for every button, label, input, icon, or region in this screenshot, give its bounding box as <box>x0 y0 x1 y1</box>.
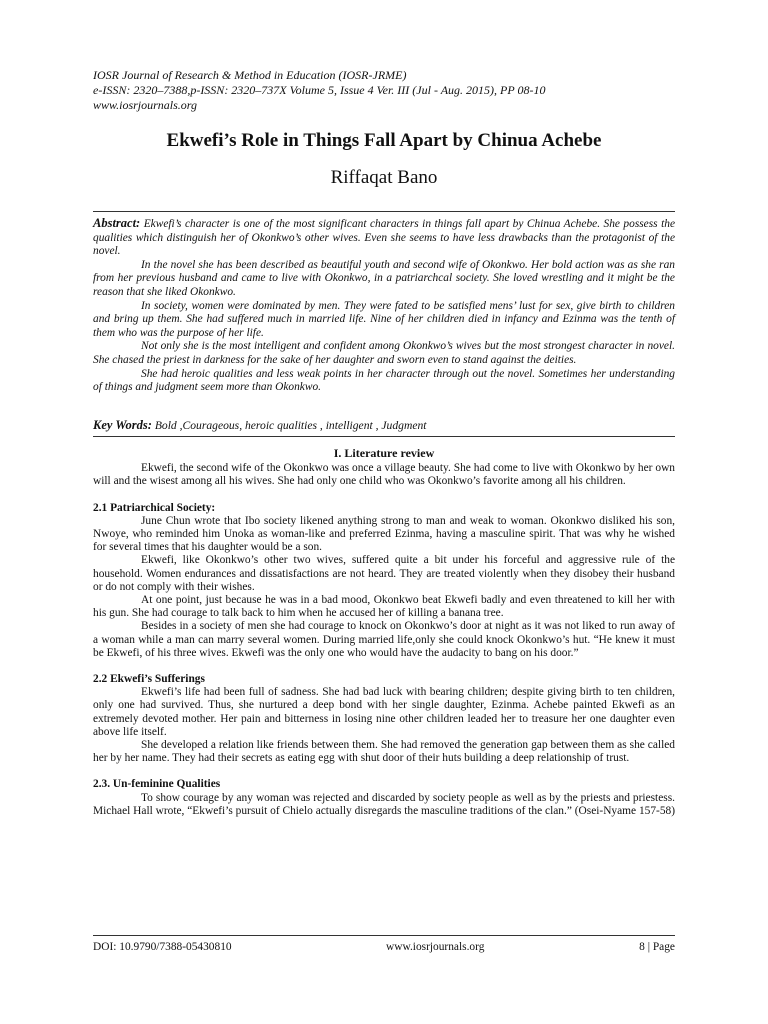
paper-title: Ekwefi’s Role in Things Fall Apart by Chinua Achebe <box>166 130 602 151</box>
journal-website[interactable]: www.iosrjournals.org <box>93 98 198 112</box>
keywords-text: Bold ,Courageous, heroic qualities , intelligent , Judgment <box>151 419 427 432</box>
body-paragraph: June Chun wrote that Ibo society likened anything strong to man and weak to woman. Okonkwo disliked his son, Nwoye, who reminded him Unoka as woman-like and preferred Ezinma, having a masculine spirit. That was why he wished for several times that his daughter would be a son. <box>93 514 675 554</box>
footer-page-number: 8 | Page <box>639 941 675 953</box>
journal-issn: e-ISSN: 2320–7388,p-ISSN: 2320–737X Volume 5, Issue 4 Ver. III (Jul - Aug. 2015), PP 08-10 <box>93 83 546 97</box>
body-paragraph: Ekwefi, like Okonkwo’s other two wives, suffered quite a bit under his forceful and aggressive rule of the household. Women endurances and dissatisfactions are not heard. They are treated violently when they disobey their husband or do not comply with their wishes. <box>93 554 675 593</box>
subsection-title: 2.3. Un-feminine Qualities <box>93 778 221 791</box>
paper-body <box>93 447 675 818</box>
body-paragraph: At one point, just because he was in a bad mood, Okonkwo beat Ekwefi badly and even threatened to kill her with his gun. She had courage to talk back to him when he accused her of killing a banana tree. <box>93 594 675 620</box>
abstract-paragraph <box>93 217 675 259</box>
keywords-label: Key Words: <box>93 418 152 432</box>
footer-website[interactable]: www.iosrjournals.org <box>386 941 485 953</box>
body-paragraph: Besides in a society of men she had courage to knock on Okonkwo’s door at night as it was not liked to run away of a woman while a man can marry several women. During married life,only she could knock Okonkwo’s hut. “He knew it must be Ekwefi, of his three wives. Ekwefi was the only one who would have the audacity to bang on his door.” <box>93 620 675 659</box>
abstract-label: Abstract: <box>93 216 141 230</box>
abstract-paragraph: In society, women were dominated by men. They were fated to be satisfied mens’ lust for sex, give birth to children and bring up them. She had suffered much in married life. Nine of her children died in infancy and Ezinma was the tenth of them who was the purpose of her life. <box>93 299 675 339</box>
journal-header <box>93 68 693 113</box>
paper-author: Riffaqat Bano <box>330 167 438 188</box>
body-paragraph: Ekwefi, the second wife of the Okonkwo was once a village beauty. She had come to live with Okonkwo by her own will and the wisest among all his wives. She had only one child who was Okonkwo’s favorite among all his children. <box>93 462 675 488</box>
abstract-paragraph: Not only she is the most intelligent and confident among Okonkwo’s wives but the most strongest character in novel. She chased the priest in darkness for the sake of her daughter and sworn even to stand against the deities. <box>93 340 675 366</box>
keywords <box>93 418 675 433</box>
subsection-title: 2.2 Ekwefi’s Sufferings <box>93 673 205 686</box>
footer-rule <box>93 935 675 936</box>
body-paragraph: Ekwefi’s life had been full of sadness. She had bad luck with bearing children; despite giving birth to ten children, only one had survived. Thus, she nurtured a deep bond with her single daughter, Ezinma. Achebe painted Ekwefi as an extremely devoted mother. Her pain and bitterness in losing nine other children leaded her to treasure her one daughter even above life itself. <box>93 686 675 738</box>
abstract-bottom-rule <box>93 436 675 437</box>
abstract-paragraph: She had heroic qualities and less weak points in her character through out the novel. Sometimes her understanding of things and judgment seem more than Okonkwo. <box>93 367 675 394</box>
journal-name: IOSR Journal of Research & Method in Education (IOSR-JRME) <box>93 68 407 82</box>
section-title: I. Literature review <box>333 446 435 460</box>
subsection-title: 2.1 Patriarchical Society: <box>93 501 216 514</box>
footer-doi: DOI: 10.9790/7388-05430810 <box>93 941 232 953</box>
body-paragraph: She developed a relation like friends between them. She had removed the generation gap between them as she called her by her name. They had their secrets as eating egg with shut door of their huts building a deep relationship of trust. <box>93 739 675 765</box>
abstract-paragraph: In the novel she has been described as beautiful youth and second wife of Okonkwo. Her bold action was as she ran from her previous husband and came to live with Okonkwo, in a patriarchcal society. She loved wrestling and it might be the reason that she liked Okonkwo. <box>93 258 675 298</box>
body-paragraph: To show courage by any woman was rejected and discarded by society people as well as by the priests and priestess. Michael Hall wrote, “Ekwefi’s pursuit of Chielo actually disregards the masculine traditions of the clan.” (Osei-Nyame 157-58) <box>93 791 676 817</box>
abstract-text: Ekwefi’s character is one of the most significant characters in things fall apart by Chinua Achebe. She possess the qualities which distinguish her of Okonkwo’s other wives. Even she seems to have less drawbacks than the protagonist of the novel. <box>93 218 675 258</box>
abstract <box>93 217 675 395</box>
abstract-top-rule <box>93 211 675 212</box>
